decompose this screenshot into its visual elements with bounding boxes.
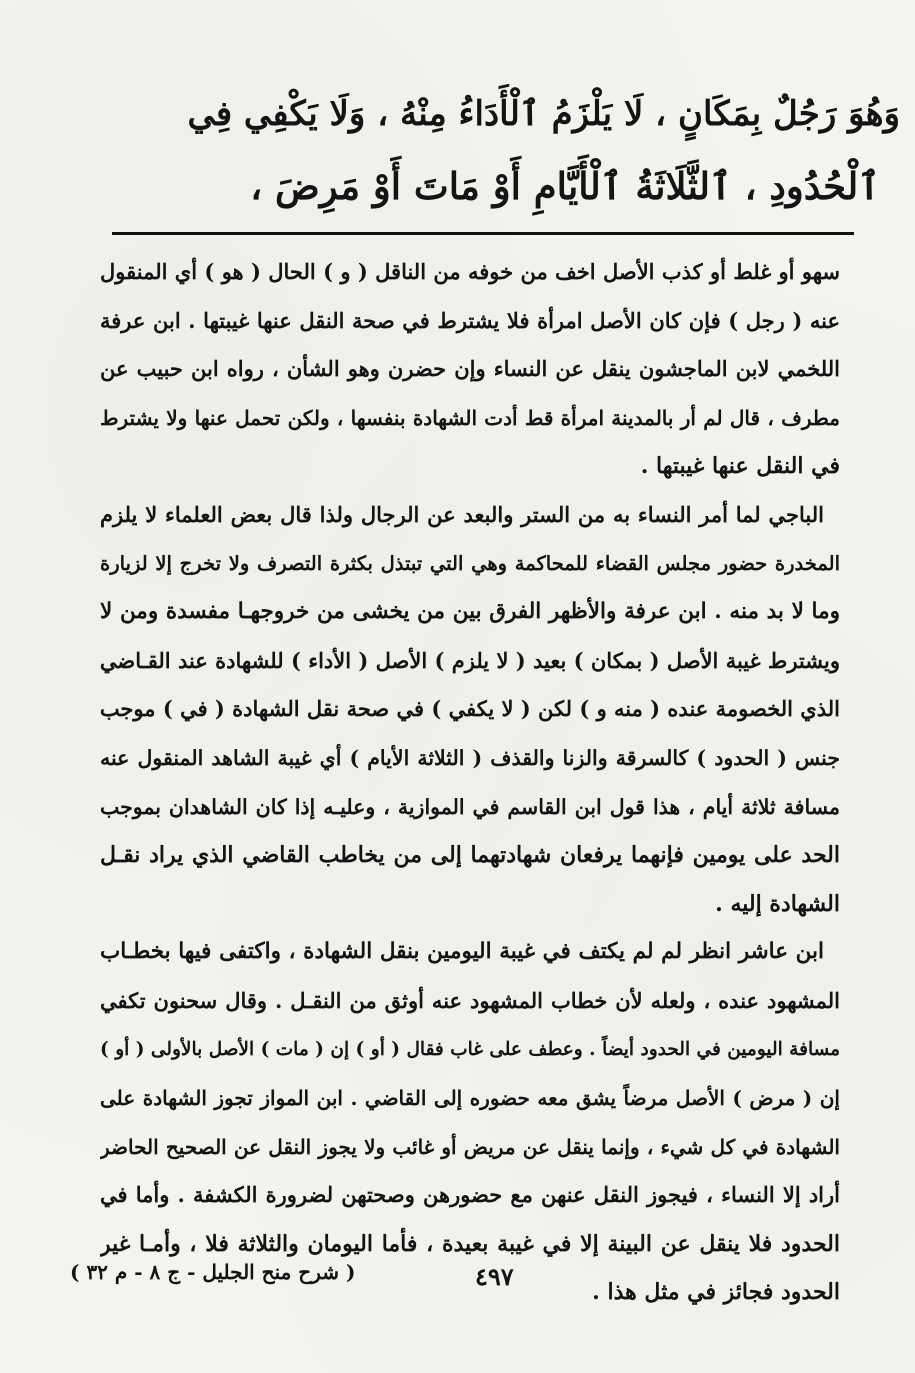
page-footer [70, 1252, 870, 1292]
matn-line: ٱلْحُدُودِ ، ٱلثَّلَاثَةُ ٱلْأَيَّامِ أَوْ مَاتَ أَوْ مَرِضَ ، [250, 164, 880, 208]
commentary-line: الباجي لما أمر النساء به من الستر والبعد عن الرجال ولذا قال بعض العلماء لا يلزم [100, 501, 824, 527]
commentary-line: ابن عاشر انظر لم لم يكتف في غيبة اليومين بنقل الشهادة ، واكتفى فيها بخطـاب [100, 939, 824, 965]
commentary-line: المشهود عنده ، ولعله لأن خطاب المشهود عنه أوثق من النقـل . وقال سحنون تكفي [100, 987, 840, 1013]
commentary-line: مسافة اليومين في الحدود أيضاً . وعطف على غاب فقال ( أو ) إن ( مات ) الأصل بالأولى ( أو ) [100, 1038, 840, 1060]
commentary-line: وما لا بد منه . ابن عرفة والأظهر الفرق بين من يخشى من خروجهـا مفسدة ومن لا [100, 599, 840, 625]
commentary-line: عنه ( رجل ) فإن كان الأصل امرأة فلا يشترط في صحة النقل عنها غيبتها . ابن عرفة [100, 307, 840, 333]
commentary-line: مسافة ثلاثة أيام ، هذا قول ابن القاسم في الموازية ، وعليـه إذا كان الشاهدان بموجب [100, 794, 840, 819]
commentary-line: مطرف ، قال لم أر بالمدينة امرأة قط أدت الشهادة بنفسها ، ولكن تحمل عنها ولا يشترط [100, 405, 840, 430]
commentary-text [100, 248, 840, 1317]
separator-rule [112, 232, 854, 235]
commentary-line: الشهادة في كل شيء ، وإنما ينقل عن مريض أو غائب ولا يجوز النقل عن الصحيح الحاضر [100, 1134, 840, 1159]
commentary-line: سهو أو غلط أو كذب الأصل اخف من خوفه من الناقل ( و ) الحال ( هو ) أي المنقول [100, 259, 840, 284]
commentary-line: ويشترط غيبة الأصل ( بمكان ) بعيد ( لا يلزم ) الأصل ( الأداء ) للشهادة عند القـاضي [100, 647, 840, 673]
commentary-line: أراد إلا النساء ، فيجوز النقل عنهن مع حضورهن وصحتهن لضرورة الكشفة . وأما في [100, 1182, 840, 1208]
commentary-line: اللخمي لابن الماجشون ينقل عن النساء وإن حضرن وهو الشأن ، رواه ابن حبيب عن [100, 356, 840, 382]
volume-reference: ( شرح منح الجليل - ج ٨ - م ٣٢ ) [70, 1260, 356, 1284]
commentary-line: الشهادة إليه . [715, 890, 840, 917]
matn-text [180, 78, 900, 222]
commentary-line: الحدود فلا ينقل عن البينة إلا في غيبة بعيدة ، فأما اليومان والثلاثة فلا ، وأمـا غير [100, 1230, 840, 1257]
page-number: ٤٩٧ [475, 1262, 514, 1291]
commentary-line: الذي الخصومة عنده ( منه و ) لكن ( لا يكفي ) في صحة نقل الشهادة ( في ) موجب [100, 696, 840, 722]
commentary-line: جنس ( الحدود ) كالسرقة والزنا والقذف ( الثلاثة الأيام ) أي غيبة الشاهد المنقول عنه [100, 745, 840, 770]
commentary-line: الحدود فجائز في مثل هذا . [592, 1279, 840, 1306]
commentary-line: إن ( مرض ) الأصل مرضاً يشق معه حضوره إلى القاضي . ابن المواز تجوز الشهادة على [100, 1086, 840, 1111]
matn-line: وَهُوَ رَجُلٌ بِمَكَانٍ ، لَا يَلْزَمُ ٱلْأَدَاءُ مِنْهُ ، وَلَا يَكْفِي فِي [187, 94, 900, 134]
commentary-line: في النقل عنها غيبتها . [640, 453, 840, 480]
commentary-line: المخدرة حضور مجلس القضاء للمحاكمة وهي التي تبتذل بكثرة التصرف ولا تخرج إلا لزيارة [100, 551, 840, 575]
commentary-line: الحد على يومين فإنهما يرفعان شهادتهما إلى من يخاطب القاضي الذي يراد نقـل [100, 842, 840, 869]
